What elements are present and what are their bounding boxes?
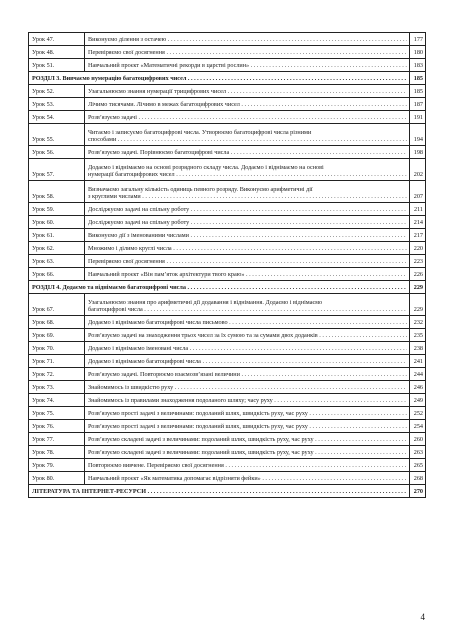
toc-lesson-row [29, 394, 426, 407]
toc-lesson-row [29, 229, 426, 242]
toc-lesson-row [29, 407, 426, 420]
toc-lesson-title: Додаємо і віднімаємо багатоцифрові числа письмово . . . [88, 319, 407, 327]
toc-lesson-label: Урок 47. [29, 33, 85, 46]
toc-lesson-row [29, 316, 426, 329]
toc-lesson-row [29, 446, 426, 459]
toc-lesson-title-cell [85, 181, 410, 203]
toc-lesson-title-line: нумерації багатоцифрових чисел . . . [88, 171, 407, 179]
toc-lesson-title: Навчальний проєкт «Як математика допомагає відрізняти фейки» . . . [88, 475, 407, 483]
toc-lesson-title-cell [85, 98, 410, 111]
toc-lesson-label: Урок 71. [29, 355, 85, 368]
table-of-contents [28, 32, 426, 498]
toc-lesson-label: Урок 76. [29, 420, 85, 433]
toc-lesson-row [29, 472, 426, 485]
toc-page-number: 244 [410, 368, 426, 381]
toc-page-number: 241 [410, 355, 426, 368]
toc-lesson-row [29, 33, 426, 46]
toc-lesson-title: Розв’язуємо задачі. Порівнюємо багатоцифрові числа . . . [88, 149, 407, 157]
toc-lesson-row [29, 85, 426, 98]
toc-lesson-title: Додаємо і віднімаємо багатоцифрові числа . . . [88, 358, 407, 366]
toc-lesson-title-cell [85, 216, 410, 229]
toc-page-number: 249 [410, 394, 426, 407]
toc-page-number: 268 [410, 472, 426, 485]
toc-section-title: ЛІТЕРАТУРА ТА ІНТЕРНЕТ-РЕСУРСИ . . . [32, 488, 407, 496]
toc-lesson-row [29, 420, 426, 433]
toc-lesson-title-line: багатоцифрові числа . . . [88, 306, 407, 314]
toc-lesson-title: Лічимо тисячами. Лічимо в межах багатоцифрових чисел . . . [88, 101, 407, 109]
toc-lesson-label: Урок 59. [29, 203, 85, 216]
toc-lesson-title-line: Узагальнюємо знання про арифметичні дії додавання і віднімання. Додаємо і віднімаємо [88, 298, 323, 306]
toc-lesson-title-cell [85, 146, 410, 159]
toc-lesson-title-cell [85, 316, 410, 329]
toc-section-row [29, 281, 426, 294]
toc-page-number: 194 [410, 124, 426, 146]
toc-lesson-title-cell [85, 342, 410, 355]
toc-lesson-row [29, 433, 426, 446]
toc-lesson-label: Урок 77. [29, 433, 85, 446]
toc-page-number: 265 [410, 459, 426, 472]
toc-lesson-title-cell [85, 159, 410, 181]
toc-lesson-title: Виконуємо ділення з остачею . . . [88, 36, 407, 44]
toc-page-number: 187 [410, 98, 426, 111]
toc-lesson-title-cell [85, 46, 410, 59]
toc-lesson-title-cell [85, 368, 410, 381]
toc-lesson-title-cell [85, 381, 410, 394]
toc-lesson-row [29, 255, 426, 268]
toc-lesson-title-cell [85, 203, 410, 216]
toc-lesson-title-line: Додаємо і віднімаємо на основі розрядного складу числа. Додаємо і віднімаємо на основі [88, 163, 324, 171]
toc-lesson-row [29, 124, 426, 146]
toc-lesson-title-line: способами . . . [88, 136, 407, 144]
toc-lesson-label: Урок 54. [29, 111, 85, 124]
toc-lesson-label: Урок 73. [29, 381, 85, 394]
toc-lesson-label: Урок 66. [29, 268, 85, 281]
toc-lesson-row [29, 203, 426, 216]
toc-lesson-title-cell [85, 446, 410, 459]
toc-lesson-title: Досліджуємо задачі на спільну роботу . . . [88, 206, 407, 214]
toc-section-row [29, 72, 426, 85]
toc-lesson-label: Урок 56. [29, 146, 85, 159]
toc-lesson-label: Урок 79. [29, 459, 85, 472]
toc-lesson-title: Розв’язуємо прості задачі з величинами: подоланий шлях, швидкість руху, час руху . . . [88, 423, 407, 431]
toc-lesson-title-cell [85, 394, 410, 407]
toc-page-number: 177 [410, 33, 426, 46]
toc-page-number: 183 [410, 59, 426, 72]
toc-lesson-title-cell [85, 407, 410, 420]
toc-page-number: 185 [410, 85, 426, 98]
toc-lesson-label: Урок 55. [29, 124, 85, 146]
toc-page-number: 252 [410, 407, 426, 420]
toc-page-number: 263 [410, 446, 426, 459]
toc-lesson-title: Навчальний проєкт «Математичні рекорди в царстві рослин» . . . [88, 62, 407, 70]
toc-lesson-title: Повторюємо вивчене. Перевіряємо свої досягнення . . . [88, 462, 407, 470]
toc-lesson-title: Перевіряємо свої досягнення . . . [88, 258, 407, 266]
toc-lesson-title: Додаємо і віднімаємо іменовані числа . . . [88, 345, 407, 353]
toc-lesson-row [29, 268, 426, 281]
toc-lesson-label: Урок 78. [29, 446, 85, 459]
toc-page-number: 185 [410, 72, 426, 85]
toc-lesson-title-cell [85, 472, 410, 485]
toc-lesson-title-cell [85, 229, 410, 242]
toc-page-number: 217 [410, 229, 426, 242]
toc-lesson-row [29, 355, 426, 368]
toc-lesson-title: Розв’язуємо складені задачі з величинами: подоланий шлях, швидкість руху, час руху . . . [88, 436, 407, 444]
toc-lesson-title-cell [85, 59, 410, 72]
toc-lesson-title-cell [85, 111, 410, 124]
toc-lesson-title-cell [85, 255, 410, 268]
toc-lesson-label: Урок 75. [29, 407, 85, 420]
toc-section-title-cell [29, 281, 410, 294]
toc-lesson-title-cell [85, 268, 410, 281]
toc-lesson-title-cell [85, 33, 410, 46]
toc-lesson-title: Розв’язуємо задачі на знаходження трьох чисел за їх сумою та за сумами двох доданків . . . [88, 332, 407, 340]
toc-lesson-row [29, 242, 426, 255]
toc-section-title-cell [29, 72, 410, 85]
toc-lesson-label: Урок 61. [29, 229, 85, 242]
toc-lesson-label: Урок 74. [29, 394, 85, 407]
page-number: 4 [420, 612, 425, 622]
toc-page-number: 214 [410, 216, 426, 229]
toc-section-title: РОЗДІЛ 4. Додаємо та віднімаємо багатоцифрові числа . . . [32, 284, 407, 292]
toc-section-title: РОЗДІЛ 3. Вивчаємо нумерацію багатоцифрових чисел . . . [32, 75, 407, 83]
toc-lesson-title-cell [85, 420, 410, 433]
toc-lesson-row [29, 98, 426, 111]
toc-lesson-title: Перевіряємо свої досягнення . . . [88, 49, 407, 57]
toc-page-number: 235 [410, 329, 426, 342]
toc-lesson-label: Урок 60. [29, 216, 85, 229]
toc-page-number: 211 [410, 203, 426, 216]
toc-lesson-title-cell [85, 433, 410, 446]
toc-page-number: 229 [410, 294, 426, 316]
toc-page-number: 202 [410, 159, 426, 181]
toc-lesson-label: Урок 58. [29, 181, 85, 203]
toc-page-number: 226 [410, 268, 426, 281]
toc-page-number: 254 [410, 420, 426, 433]
toc-lesson-label: Урок 70. [29, 342, 85, 355]
toc-section-title-cell [29, 485, 410, 498]
toc-page-number: 232 [410, 316, 426, 329]
toc-page-number: 229 [410, 281, 426, 294]
toc-lesson-title-cell [85, 459, 410, 472]
toc-lesson-label: Урок 51. [29, 59, 85, 72]
toc-lesson-row [29, 342, 426, 355]
toc-lesson-title-cell [85, 329, 410, 342]
toc-lesson-label: Урок 48. [29, 46, 85, 59]
toc-lesson-label: Урок 63. [29, 255, 85, 268]
toc-lesson-row [29, 294, 426, 316]
toc-lesson-title-cell [85, 294, 410, 316]
toc-lesson-title: Знайомимось із правилами знаходження подоланого шляху; часу руху . . . [88, 397, 407, 405]
toc-page-number: 207 [410, 181, 426, 203]
toc-lesson-title: Розв’язуємо складені задачі з величинами: подоланий шлях, швидкість руху, час руху . . . [88, 449, 407, 457]
toc-page-number: 198 [410, 146, 426, 159]
toc-lesson-title-line: Визначаємо загальну кількість одиниць певного розряду. Виконуємо арифметичні дії [88, 185, 313, 193]
toc-lesson-label: Урок 80. [29, 472, 85, 485]
toc-lesson-title: Знайомимось із швидкістю руху . . . [88, 384, 407, 392]
toc-page-number: 180 [410, 46, 426, 59]
toc-lesson-title: Узагальнюємо знання нумерації трицифрових чисел . . . [88, 88, 407, 96]
toc-lesson-row [29, 146, 426, 159]
toc-lesson-title: Розв’язуємо прості задачі з величинами: подоланий шлях, швидкість руху, час руху . . . [88, 410, 407, 418]
toc-lesson-row [29, 216, 426, 229]
toc-page-number: 270 [410, 485, 426, 498]
toc-lesson-title: Розв’язуємо задачі . . . [88, 114, 407, 122]
toc-lesson-title-cell [85, 85, 410, 98]
toc-lesson-title-line: з круглими числами . . . [88, 193, 407, 201]
toc-lesson-title-line: Читаємо і записуємо багатоцифрові числа. Утворюємо багатоцифрові числа різними [88, 128, 312, 136]
toc-lesson-label: Урок 67. [29, 294, 85, 316]
toc-lesson-title: Виконуємо дії з іменованими числами . . . [88, 232, 407, 240]
toc-lesson-label: Урок 62. [29, 242, 85, 255]
toc-lesson-row [29, 159, 426, 181]
toc-lesson-title-cell [85, 355, 410, 368]
toc-page-number: 223 [410, 255, 426, 268]
toc-lesson-row [29, 181, 426, 203]
toc-lesson-title-cell [85, 124, 410, 146]
toc-lesson-row [29, 59, 426, 72]
toc-lesson-row [29, 459, 426, 472]
toc-lesson-label: Урок 57. [29, 159, 85, 181]
toc-section-row [29, 485, 426, 498]
toc-lesson-row [29, 381, 426, 394]
toc-page-number: 260 [410, 433, 426, 446]
toc-lesson-row [29, 368, 426, 381]
toc-lesson-title: Досліджуємо задачі на спільну роботу . . . [88, 219, 407, 227]
toc-page-number: 220 [410, 242, 426, 255]
toc-lesson-title: Навчальний проєкт «Він пам’яток архітектури твого краю» . . . [88, 271, 407, 279]
toc-lesson-row [29, 111, 426, 124]
toc-lesson-title-cell [85, 242, 410, 255]
toc-page-number: 246 [410, 381, 426, 394]
toc-lesson-label: Урок 68. [29, 316, 85, 329]
toc-page-number: 191 [410, 111, 426, 124]
toc-lesson-label: Урок 52. [29, 85, 85, 98]
toc-lesson-row [29, 46, 426, 59]
toc-lesson-row [29, 329, 426, 342]
toc-lesson-title: Розв’язуємо задачі. Повторюємо взаємозв’язані величини . . . [88, 371, 407, 379]
toc-lesson-label: Урок 72. [29, 368, 85, 381]
toc-lesson-title: Множимо і ділимо круглі числа . . . [88, 245, 407, 253]
toc-lesson-label: Урок 53. [29, 98, 85, 111]
toc-lesson-label: Урок 69. [29, 329, 85, 342]
toc-page-number: 238 [410, 342, 426, 355]
